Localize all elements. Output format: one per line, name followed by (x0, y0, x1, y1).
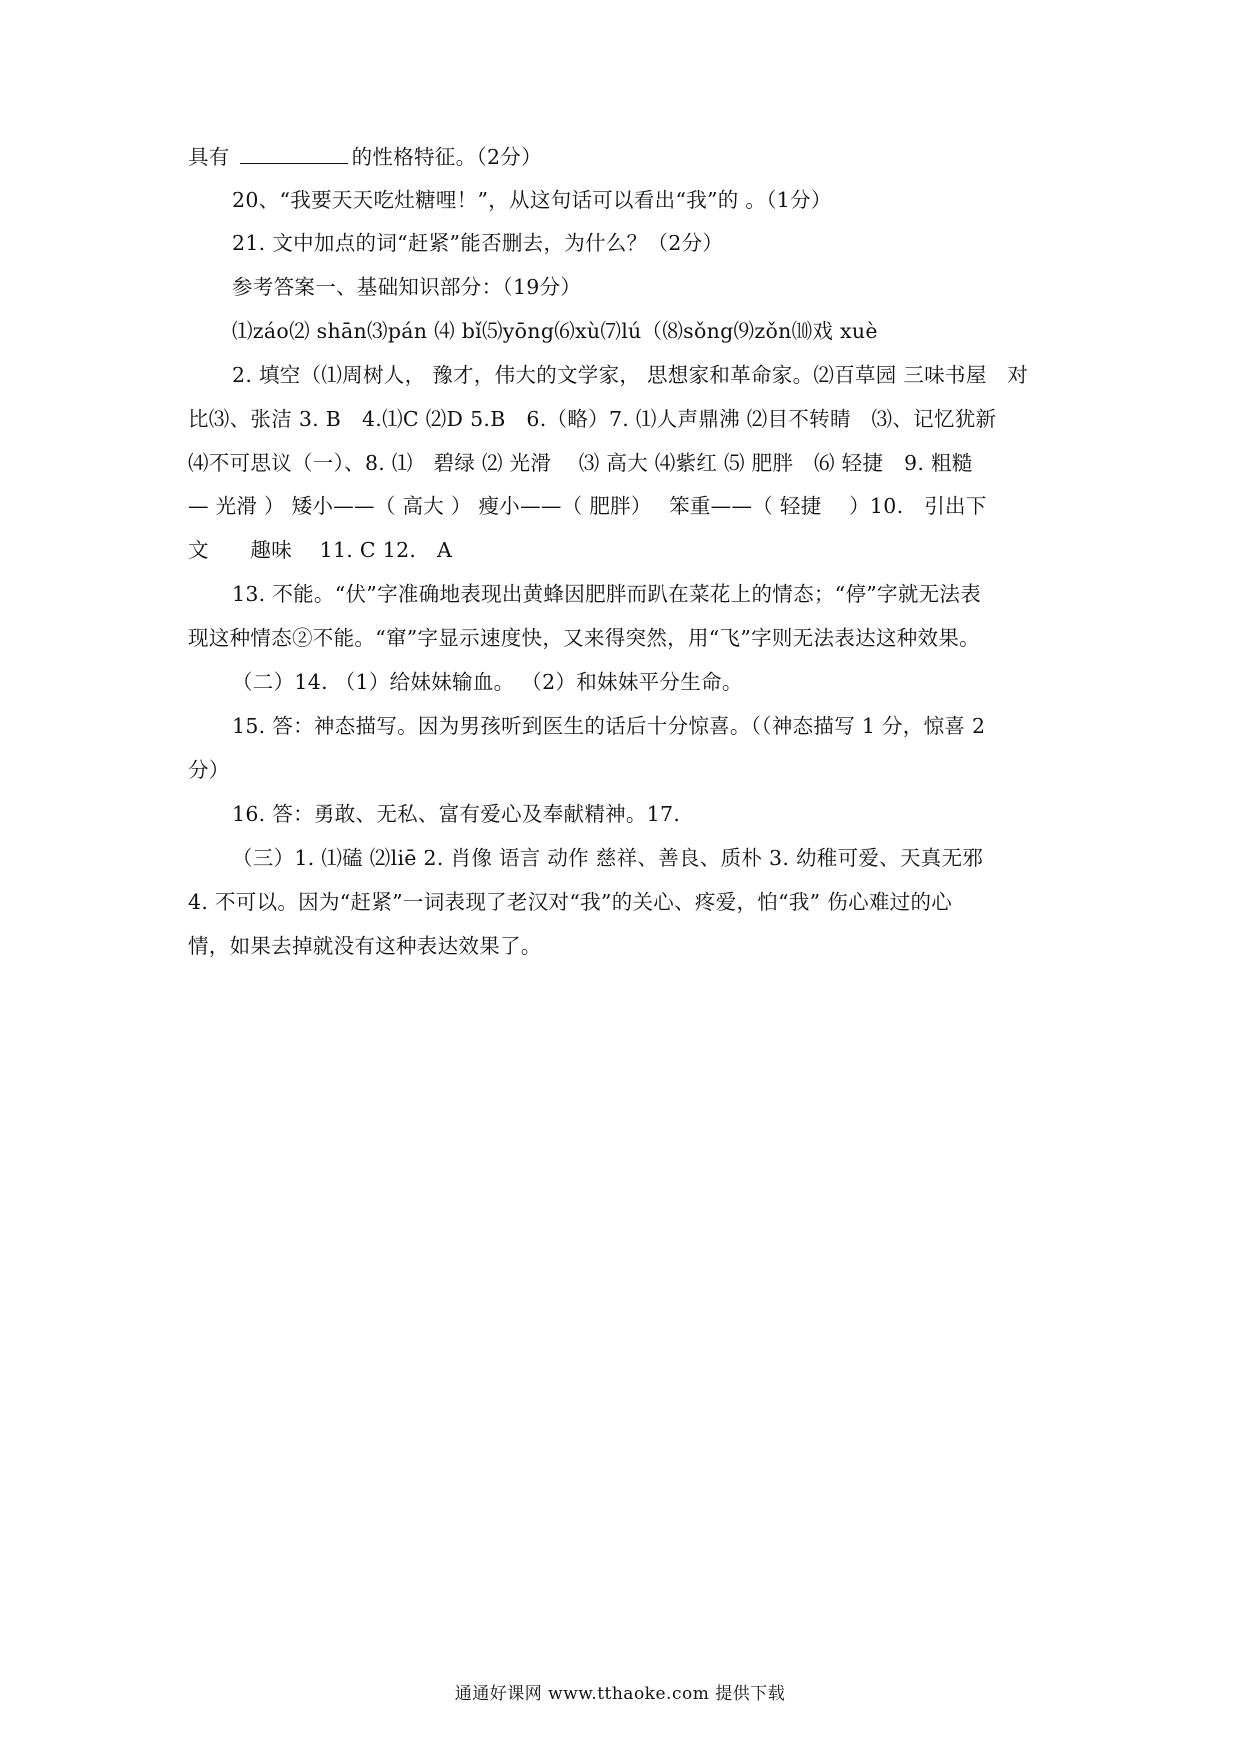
text-line-2: 20、“我要天天吃灶糖哩！”，从这句话可以看出“我”的 。（1分） (232, 188, 832, 212)
text-line-13: （二）14. （1）给妹妹输血。 （2）和妹妹平分生命。 (232, 670, 743, 694)
text-line-1 (188, 143, 1058, 171)
line-1-pre: 具有 (188, 145, 230, 169)
text-line-7: 比⑶、张洁 3. B 4.⑴C ⑵D 5.B 6.（略）7. ⑴人声鼎沸 ⑵目不转睛 ⑶、记忆犹新 (188, 407, 997, 431)
text-line-14: 15. 答：神态描写。因为男孩听到医生的话后十分惊喜。（（神态描写 1 分，惊喜 2 (232, 714, 986, 738)
text-line-16: 16. 答：勇敢、无私、富有爱心及奉献精神。17. (232, 802, 681, 826)
text-line-6: 2. 填空（⑴周树人， 豫才，伟大的文学家， 思想家和革命家。⑵百草园 三味书屋 对 (232, 363, 1029, 387)
text-line-8: ⑷不可思议（一）、8. ⑴ 碧绿 ⑵ 光滑 ⑶ 高大 ⑷紫红 ⑸ 肥胖 ⑹ 轻捷 9. 粗糙 (188, 451, 973, 475)
text-line-15: 分） (188, 758, 230, 782)
text-line-5: ⑴záo⑵ shān⑶pán ⑷ bǐ⑸yōng⑹xù⑺lú（⑻sǒng⑼zǒn⑽戏 xuè (232, 319, 878, 343)
text-line-4: 参考答案一、基础知识部分：（19分） (232, 275, 582, 299)
text-line-18: 4. 不可以。因为“赶紧”一词表现了老汉对“我”的关心、疼爱，怕“我” 伤心难过的心 (188, 890, 953, 914)
text-line-11: 13. 不能。“伏”字准确地表现出黄蜂因肥胖而趴在菜花上的情态；“停”字就无法表 (232, 582, 982, 606)
answer-blank (240, 145, 348, 164)
text-line-19: 情，如果去掉就没有这种表达效果了。 (188, 934, 542, 958)
text-line-12: 现这种情态②不能。“窜”字显示速度快，又来得突然，用“飞”字则无法表达这种效果。 (188, 626, 980, 650)
text-line-10: 文 趣味 11. C 12. A (188, 538, 453, 562)
text-line-9: — 光滑 ） 矮小——（ 高大 ） 瘦小——（ 肥胖） 笨重——（ 轻捷 ）10. 引出下 (188, 494, 987, 518)
page-footer: 通通好课网 www.tthaoke.com 提供下载 (454, 1684, 786, 1704)
line-1-post: 的性格特征。（2分） (351, 145, 542, 169)
text-line-17: （三）1. ⑴磕 ⑵liē 2. 肖像 语言 动作 慈祥、善良、质朴 3. 幼稚可爱、天真无邪 (232, 846, 984, 870)
text-line-3: 21. 文中加点的词“赶紧”能否删去，为什么？（2分） (232, 231, 724, 255)
